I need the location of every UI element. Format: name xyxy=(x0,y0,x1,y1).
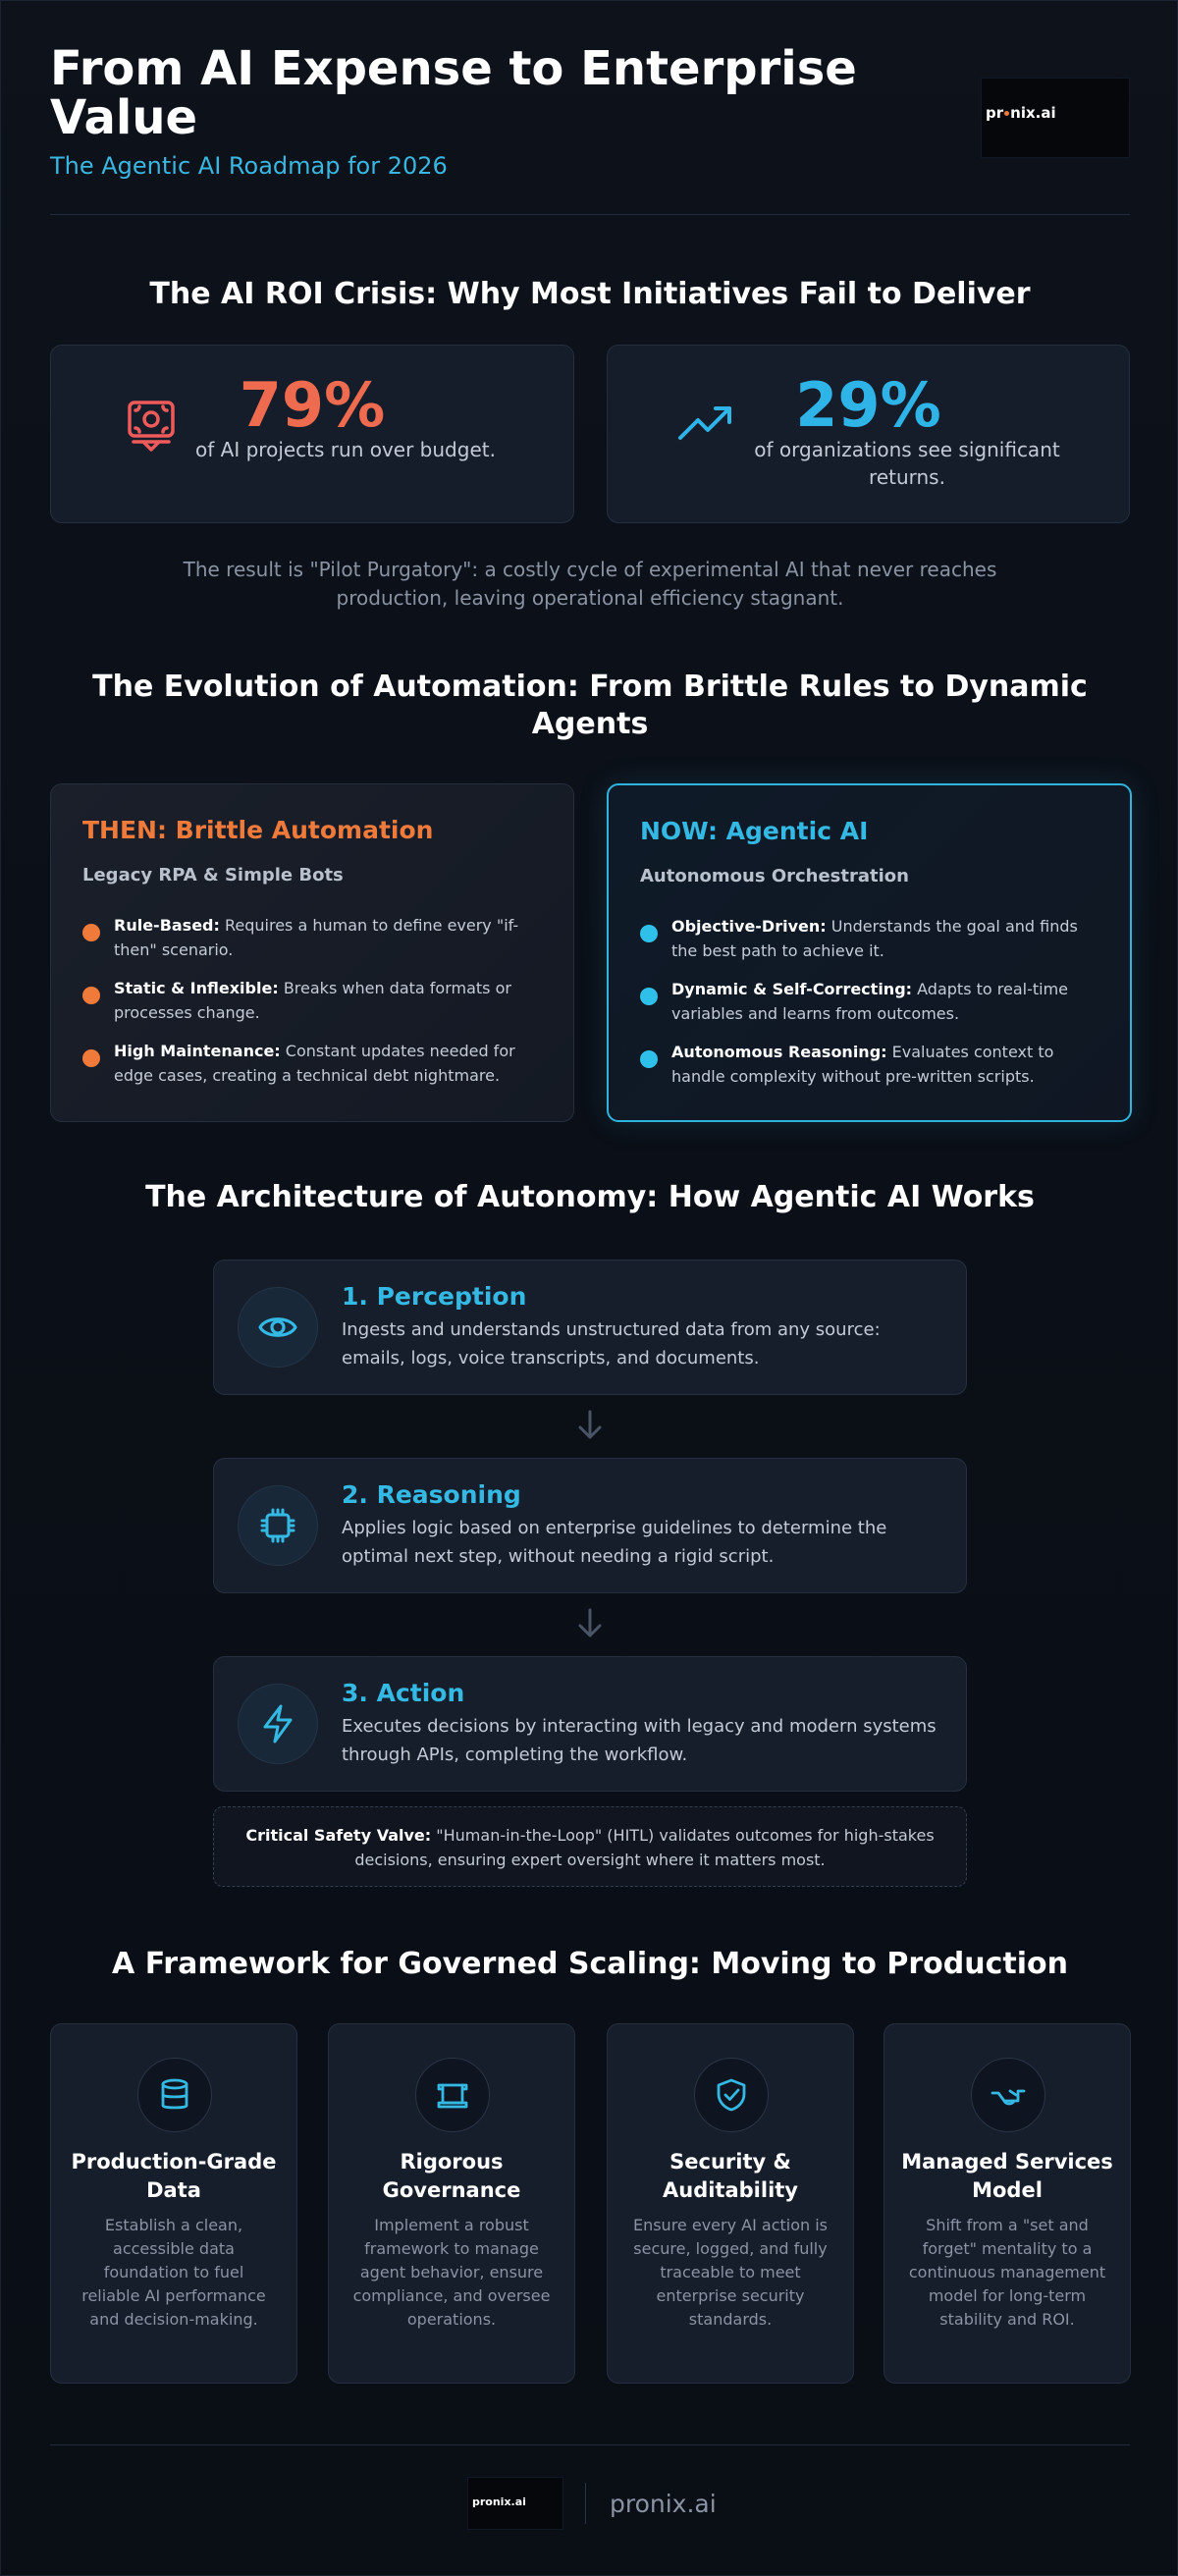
framework-description: Ensure every AI action is secure, logged, and fully traceable to meet enterprise security standards. xyxy=(632,2216,829,2329)
item-label: High Maintenance: xyxy=(114,1042,281,1060)
bullet-dot xyxy=(82,1049,100,1067)
step-action xyxy=(213,1656,967,1792)
step-title: 1. Perception xyxy=(342,1282,527,1311)
step-description: Ingests and understands unstructured data from any source: emails, logs, voice transcripts, and documents. xyxy=(342,1319,881,1368)
item-label: Rule-Based: xyxy=(114,916,220,935)
logo xyxy=(981,78,1130,158)
item-text: Requires a human to define every "if-then" scenario. xyxy=(114,916,519,959)
footer-brand: pronix.ai xyxy=(610,2490,717,2518)
item-label: Static & Inflexible: xyxy=(114,979,279,997)
database-icon xyxy=(137,2058,212,2132)
footer-logo xyxy=(467,2477,563,2530)
page-subtitle: The Agentic AI Roadmap for 2026 xyxy=(50,152,448,180)
step-reasoning xyxy=(213,1458,967,1593)
item-label: Objective-Driven: xyxy=(671,917,827,936)
framework-card-data xyxy=(50,2023,297,2384)
eye-icon xyxy=(238,1287,318,1368)
page-title: From AI Expense to Enterprise Value xyxy=(50,41,857,145)
header xyxy=(50,41,1130,216)
now-title: NOW: Agentic AI xyxy=(640,817,869,845)
bullet-dot xyxy=(82,924,100,941)
footer-divider xyxy=(50,2444,1130,2445)
step-title: 2. Reasoning xyxy=(342,1480,521,1509)
arrow-down-icon xyxy=(574,1408,606,1443)
footer-separator xyxy=(585,2483,586,2524)
shield-check-icon xyxy=(694,2058,769,2132)
framework-description: Establish a clean, accessible data foundation to fuel reliable AI performance and decision-making. xyxy=(81,2216,266,2329)
chip-icon xyxy=(238,1485,318,1566)
step-description: Executes decisions by interacting with legacy and modern systems through APIs, completing the workflow. xyxy=(342,1716,937,1765)
framework-description: Implement a robust framework to manage agent behavior, ensure compliance, and oversee operations. xyxy=(352,2216,551,2329)
stat-card-budget xyxy=(50,345,574,523)
safety-label: Critical Safety Valve: xyxy=(245,1826,432,1845)
item-text: Understands the goal and finds the best path to achieve it. xyxy=(671,917,1078,960)
stat-value: 79% xyxy=(239,369,386,441)
footer-logo-text: pronix.ai xyxy=(472,2496,526,2508)
stat-value: 29% xyxy=(795,369,941,441)
bullet-dot xyxy=(640,925,658,942)
item-text: Constant updates needed for edge cases, creating a technical debt nightmare. xyxy=(114,1042,515,1085)
header-divider xyxy=(50,214,1130,215)
safety-valve-note xyxy=(213,1806,967,1887)
stat-text: of organizations see significant returns. xyxy=(754,438,1060,489)
handshake-icon xyxy=(971,2058,1045,2132)
then-title: THEN: Brittle Automation xyxy=(82,816,434,844)
framework-card-managed xyxy=(884,2023,1131,2384)
then-card xyxy=(50,783,574,1122)
safety-text: "Human-in-the-Loop" (HITL) validates outcomes for high-stakes decisions, ensuring expert oversight where it matters most. xyxy=(354,1826,935,1869)
framework-card-security xyxy=(607,2023,854,2384)
framework-section-title: A Framework for Governed Scaling: Moving to Production xyxy=(112,1947,1068,1981)
now-card xyxy=(607,783,1132,1122)
step-title: 3. Action xyxy=(342,1679,465,1707)
item-text: Evaluates context to handle complexity without pre-written scripts. xyxy=(671,1043,1054,1086)
architecture-section-title: The Architecture of Autonomy: How Agentic AI Works xyxy=(145,1180,1035,1214)
now-subtitle: Autonomous Orchestration xyxy=(640,866,909,886)
framework-title: Rigorous Governance xyxy=(382,2150,521,2202)
framework-card-governance xyxy=(328,2023,575,2384)
arrow-down-icon xyxy=(574,1606,606,1641)
stat-text: of AI projects run over budget. xyxy=(195,438,496,461)
item-text: Adapts to real-time variables and learns from outcomes. xyxy=(671,980,1069,1023)
item-label: Dynamic & Self-Correcting: xyxy=(671,980,913,998)
framework-title: Production-Grade Data xyxy=(71,2150,277,2202)
then-subtitle: Legacy RPA & Simple Bots xyxy=(82,865,344,886)
bullet-dot xyxy=(640,1050,658,1068)
evolution-section-title: The Evolution of Automation: From Brittle Rules to Dynamic Agents xyxy=(92,670,1088,741)
pilot-purgatory-note: The result is "Pilot Purgatory": a costly cycle of experimental AI that never reaches production, leaving operational efficiency stagnant. xyxy=(183,558,997,610)
framework-title: Managed Services Model xyxy=(901,2150,1113,2202)
framework-description: Shift from a "set and forget" mentality to a continuous management model for long-term stability and ROI. xyxy=(908,2216,1106,2329)
step-perception xyxy=(213,1260,967,1395)
logo-text: pr nix.ai xyxy=(986,104,1056,122)
stat-card-returns xyxy=(607,345,1130,523)
item-label: Autonomous Reasoning: xyxy=(671,1043,887,1061)
step-description: Applies logic based on enterprise guidelines to determine the optimal next step, without needing a rigid script. xyxy=(342,1518,887,1567)
scroll-icon xyxy=(415,2058,490,2132)
bullet-dot xyxy=(82,987,100,1004)
bullet-dot xyxy=(640,988,658,1005)
roi-section-title: The AI ROI Crisis: Why Most Initiatives Fail to Deliver xyxy=(149,277,1031,311)
item-text: Breaks when data formats or processes change. xyxy=(114,979,511,1022)
framework-title: Security & Auditability xyxy=(663,2150,798,2202)
lightning-icon xyxy=(238,1684,318,1764)
